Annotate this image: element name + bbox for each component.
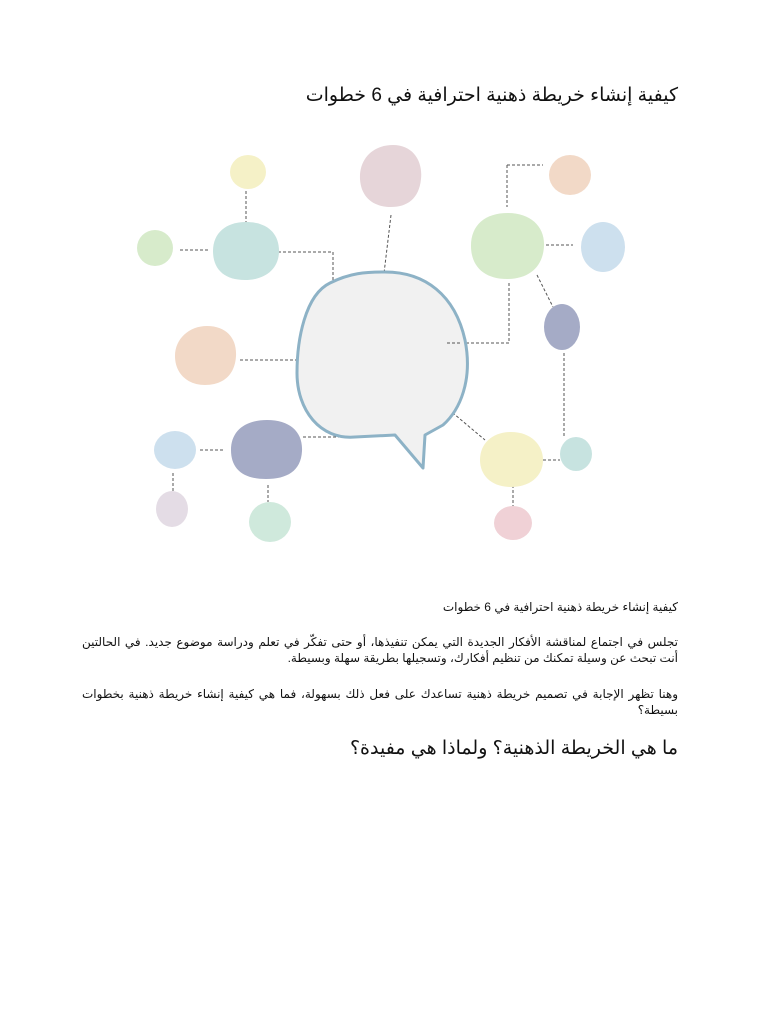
intro-paragraph: تجلس في اجتماع لمناقشة الأفكار الجديدة التي يمكن تنفيذها، أو حتى تفكّر في تعلم ودراسة موضوع جديد. في الحالتين أنت تبحث عن وسيلة تمكنك من تنظيم أفكارك، وتسجيلها بطريقة سهلة وبسيطة.	[82, 635, 678, 665]
node-top-pink	[360, 145, 421, 207]
node-right-slate	[544, 304, 580, 350]
mind-map-illustration	[125, 135, 645, 555]
central-speech-bubble	[297, 272, 467, 468]
node-bottom-left-slate	[231, 420, 302, 479]
image-caption: كيفية إنشاء خريطة ذهنية احترافية في 6 خطوات	[442, 600, 678, 614]
node-bottom-right-yellow	[480, 432, 543, 487]
node-right-green	[471, 213, 544, 279]
node-left-peach	[175, 326, 236, 385]
node-top-right-peach	[549, 155, 591, 195]
node-bottom-left-mint	[249, 502, 291, 542]
node-right-blue	[581, 222, 625, 272]
page-title: كيفية إنشاء خريطة ذهنية احترافية في 6 خطوات	[305, 85, 678, 106]
node-top-left-yellow	[230, 155, 266, 189]
node-bottom-right-teal	[560, 437, 592, 471]
node-left-green-small	[137, 230, 173, 266]
node-left-teal	[213, 222, 279, 280]
node-bottom-left-blue	[154, 431, 196, 469]
node-bottom-left-lilac	[156, 491, 188, 527]
node-bottom-right-rose	[494, 506, 532, 540]
section-heading: ما هي الخريطة الذهنية؟ ولماذا هي مفيدة؟	[349, 738, 678, 759]
answer-paragraph: وهنا تظهر الإجابة في تصميم خريطة ذهنية تساعدك على فعل ذلك بسهولة، فما هي كيفية إنشاء خريطة ذهنية بخطوات بسيطة؟	[82, 687, 678, 717]
